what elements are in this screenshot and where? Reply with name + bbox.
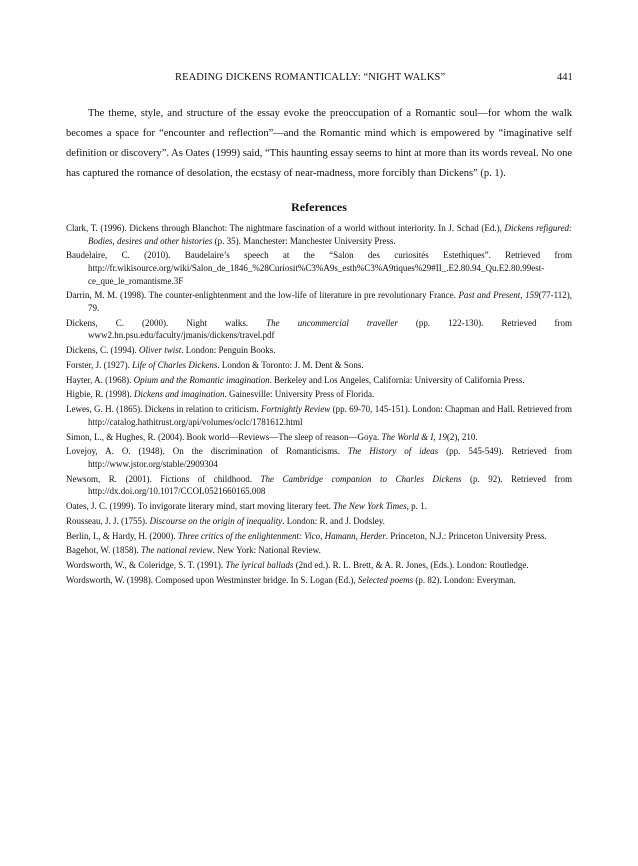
- reference-entry: Bagehot, W. (1858). The national review. New York: National Review.: [66, 545, 321, 556]
- reference-entry: Oates, J. C. (1999). To invigorate literary mind, start moving literary feet. The New York Times, p. 1.: [66, 501, 427, 512]
- reference-entry: Higbie, R. (1998). Dickens and imagination. Gainesville: University Press of Florida.: [66, 389, 375, 400]
- reference-entry: Berlin, I., & Hardy, H. (2000). Three critics of the enlightenment: Vico, Hamann, Herder. Princeton, N.J.: Princeton University Press.: [66, 530, 547, 541]
- body-paragraph: The theme, style, and structure of the essay evoke the preoccupation of a Romantic soul—for whom the walk becomes a space for “encounter and reflection”—and the Romantic mind which is empowered by “imaginative self definition or discovery”. As Oates (1999) said, “This haunting essay seems to hint at more than its words reveal. No one has captured the romance of desolation, the ecstasy of near-madness, more forcibly than Dickens” (p. 1).: [66, 108, 572, 179]
- references-list: [66, 222, 572, 589]
- reference-entry: Forster, J. (1927). Life of Charles Dickens. London & Toronto: J. M. Dent & Sons.: [66, 359, 364, 370]
- page-number: 441: [557, 72, 573, 83]
- reference-entry: Lewes, G. H. (1865). Dickens in relation to criticism. Fortnightly Review (pp. 69-70, 145-151). London: Chapman and Hall. Retrieved from http://catalog.hathitrust.org/api/volumes/oclc/1781612.html: [66, 404, 572, 427]
- reference-entry: Newsom, R. (2001). Fictions of childhood. The Cambridge companion to Charles Dickens (p. 92). Retrieved from http://dx.doi.org/10.1017/CCOL0521660165.008: [66, 473, 572, 497]
- running-header: [0, 72, 638, 88]
- reference-entry: Baudelaire, C. (2010). Baudelaire’s speech at the “Salon des curiosités Estethiques”. Retrieved from http://fr.wikisource.org/wiki/Salon_de_1846_%28Curiosit%C3%A9s_esth%C3%A9tiques%29#II_.E2.80.94_Qu.E2.80.99est-ce_que_le_romantisme.3F: [66, 250, 572, 286]
- reference-entry: Dickens, C. (2000). Night walks. The uncommercial traveller (pp. 122-130). Retrieved from www2.hn.psu.edu/faculty/jmanis/dickens/travel.pdf: [66, 317, 572, 341]
- reference-entry: Clark, T. (1996). Dickens through Blanchot: The nightmare fascination of a world without interiority. In J. Schad (Ed.), Dickens refigured: Bodies, desires and other histories (p. 35). Manchester: Manchester University Press.: [66, 223, 572, 246]
- reference-entry: Lovejoy, A. O. (1948). On the discrimination of Romanticisms. The History of ideas (pp. 545-549). Retrieved from http://www.jstor.org/stable/2909304: [66, 446, 573, 469]
- reference-entry: Dickens, C. (1994). Oliver twist. London: Penguin Books.: [66, 345, 276, 356]
- references-heading: References: [291, 200, 347, 214]
- reference-entry: Wordsworth, W., & Coleridge, S. T. (1991). The lyrical ballads (2nd ed.). R. L. Brett, & A. R. Jones, (Eds.). London: Routledge.: [66, 560, 529, 571]
- reference-entry: Darrin, M. M. (1998). The counter-enlightenment and the low-life of literature in pre revolutionary France. Past and Present, 159(77-112), 79.: [66, 290, 572, 313]
- running-title: READING DICKENS ROMANTICALLY: “NIGHT WALKS”: [175, 72, 446, 83]
- reference-entry: Rousseau, J. J. (1755). Discourse on the origin of inequality. London: R. and J. Dodsley.: [66, 515, 385, 526]
- reference-entry: Simon, L., & Hughes, R. (2004). Book world—Reviews—The sleep of reason—Goya. The World & I, 19(2), 210.: [66, 431, 478, 442]
- reference-entry: Wordsworth, W. (1998). Composed upon Westminster bridge. In S. Logan (Ed.), Selected poems (p. 82). London: Everyman.: [66, 575, 516, 586]
- reference-entry: Hayter, A. (1968). Opium and the Romantic imagination. Berkeley and Los Angeles, California: University of California Press.: [66, 374, 525, 385]
